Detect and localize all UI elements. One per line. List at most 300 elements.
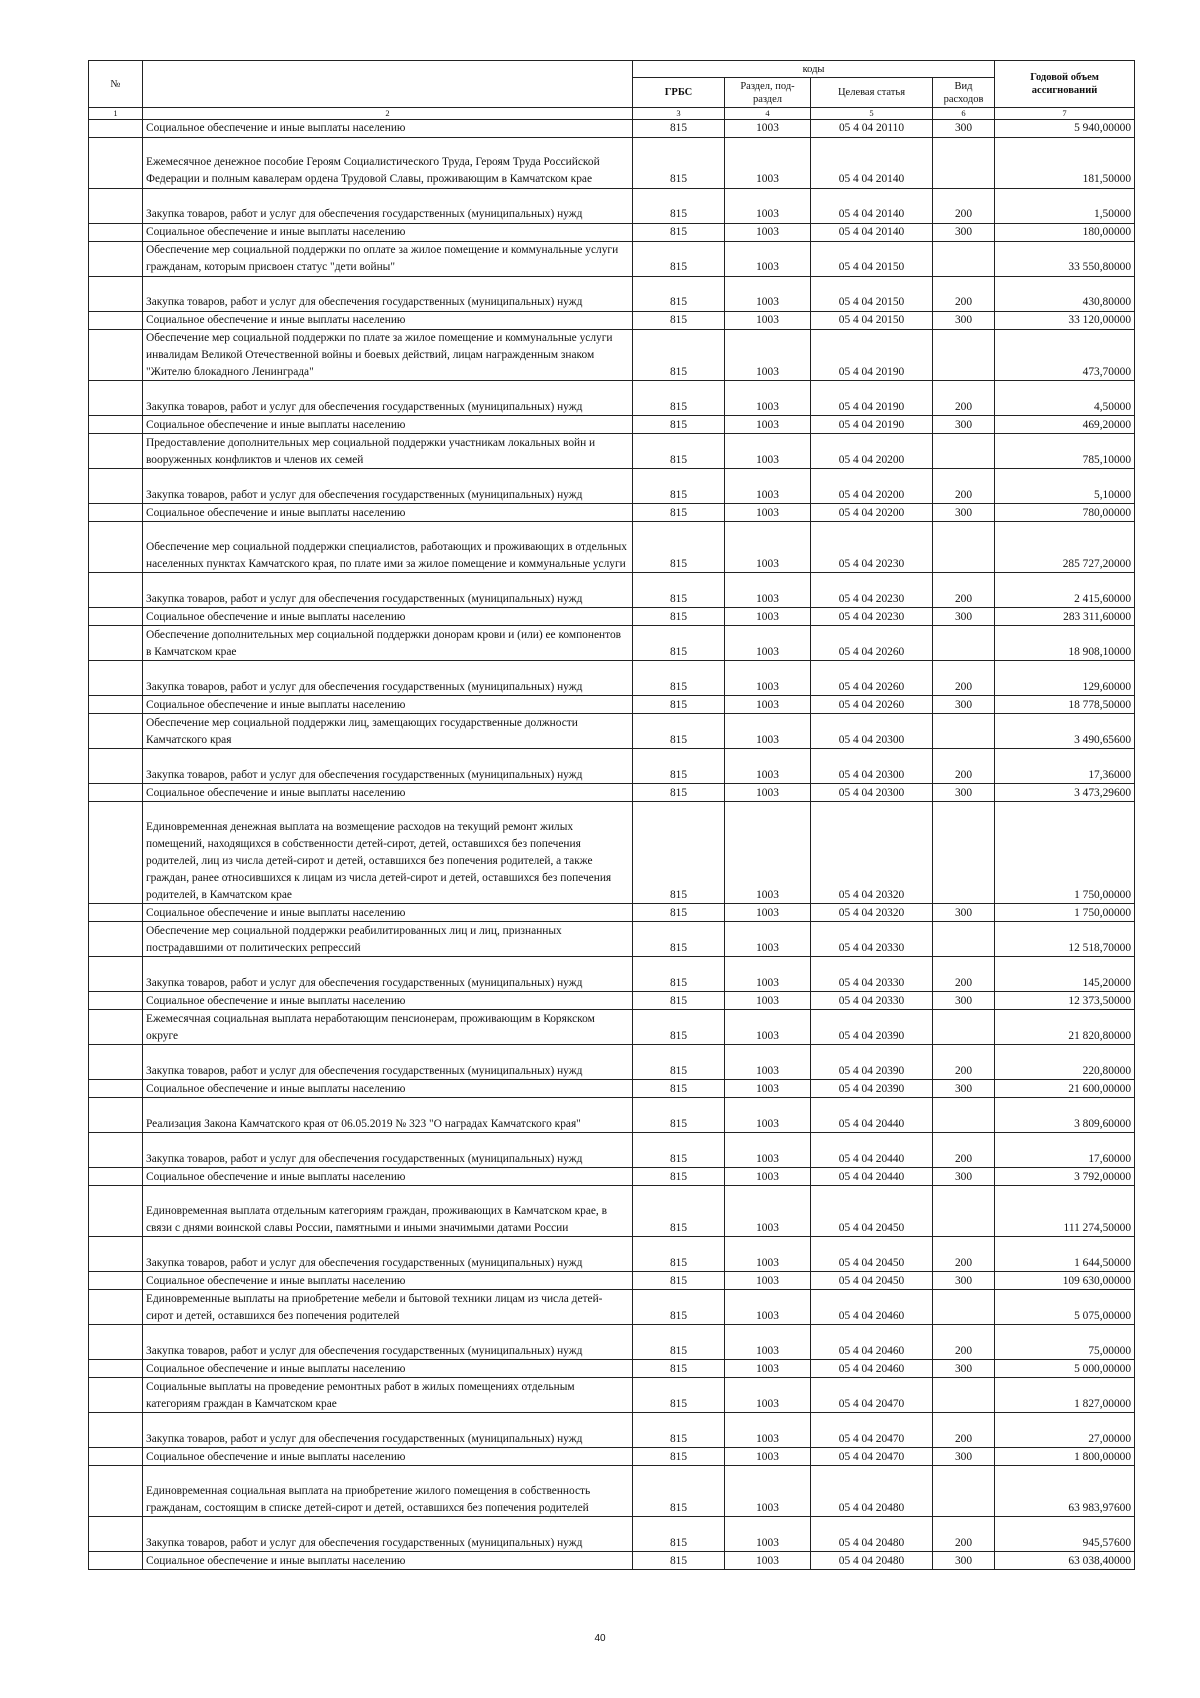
row-grbs-cell: 815 [633,1010,725,1045]
table-row [89,1448,1135,1466]
row-name-cell: Социальные выплаты на проведение ремонтных работ в жилых помещениях отдельным категориям граждан в Камчатском крае [143,1378,633,1413]
table-row [89,1272,1135,1290]
row-grbs-cell: 815 [633,522,725,573]
row-amount-cell: 17,36000 [995,749,1135,784]
row-grbs-cell: 815 [633,1378,725,1413]
row-name-cell: Обеспечение дополнительных мер социальной поддержки донорам крови и (или) ее компонентов в Камчатском крае [143,626,633,661]
row-amount-cell: 1 827,00000 [995,1378,1135,1413]
row-grbs-cell: 815 [633,120,725,138]
row-expense-type-cell [933,1098,995,1133]
row-section-cell: 1003 [725,1272,811,1290]
row-number-cell [89,416,143,434]
row-name-cell: Социальное обеспечение и иные выплаты населению [143,784,633,802]
row-expense-type-cell: 200 [933,1517,995,1552]
row-name-cell: Социальное обеспечение и иные выплаты населению [143,1552,633,1570]
header-section: Раздел, под-раздел [725,78,811,108]
row-grbs-cell: 815 [633,138,725,189]
row-amount-cell: 145,20000 [995,957,1135,992]
column-number: 4 [725,108,811,120]
row-section-cell: 1003 [725,1168,811,1186]
row-name-cell: Социальное обеспечение и иные выплаты населению [143,696,633,714]
row-section-cell: 1003 [725,1133,811,1168]
row-target-cell: 05 4 04 20440 [811,1168,933,1186]
row-section-cell: 1003 [725,1080,811,1098]
row-grbs-cell: 815 [633,416,725,434]
row-grbs-cell: 815 [633,242,725,277]
row-number-cell [89,1325,143,1360]
row-target-cell: 05 4 04 20460 [811,1290,933,1325]
header-name [143,61,633,108]
table-row [89,1133,1135,1168]
row-number-cell [89,1552,143,1570]
row-name-cell: Обеспечение мер социальной поддержки лиц, замещающих государственные должности Камчатского края [143,714,633,749]
header-codes: коды [633,61,995,78]
row-amount-cell: 18 778,50000 [995,696,1135,714]
row-target-cell: 05 4 04 20260 [811,626,933,661]
row-section-cell: 1003 [725,1448,811,1466]
row-target-cell: 05 4 04 20320 [811,904,933,922]
row-number-cell [89,1098,143,1133]
table-row [89,1186,1135,1237]
row-name-cell: Закупка товаров, работ и услуг для обеспечения государственных (муниципальных) нужд [143,1045,633,1080]
table-row [89,469,1135,504]
table-row [89,1290,1135,1325]
row-name-cell: Социальное обеспечение и иные выплаты населению [143,224,633,242]
table-row [89,696,1135,714]
row-amount-cell: 283 311,60000 [995,608,1135,626]
row-section-cell: 1003 [725,138,811,189]
row-number-cell [89,1133,143,1168]
row-section-cell: 1003 [725,504,811,522]
row-expense-type-cell: 300 [933,1080,995,1098]
row-name-cell: Единовременные выплаты на приобретение мебели и бытовой техники лицам из числа детей-сирот и детей, оставшихся без попечения родителей [143,1290,633,1325]
row-expense-type-cell: 200 [933,661,995,696]
row-number-cell [89,312,143,330]
row-number-cell [89,802,143,904]
row-expense-type-cell [933,626,995,661]
row-amount-cell: 4,50000 [995,381,1135,416]
row-number-cell [89,1010,143,1045]
row-expense-type-cell: 300 [933,1272,995,1290]
row-expense-type-cell [933,1466,995,1517]
row-amount-cell: 430,80000 [995,277,1135,312]
row-amount-cell: 1 800,00000 [995,1448,1135,1466]
row-number-cell [89,1360,143,1378]
row-grbs-cell: 815 [633,904,725,922]
table-row [89,1413,1135,1448]
row-number-cell [89,138,143,189]
row-number-cell [89,1237,143,1272]
row-grbs-cell: 815 [633,1098,725,1133]
row-name-cell: Закупка товаров, работ и услуг для обеспечения государственных (муниципальных) нужд [143,1133,633,1168]
column-number: 6 [933,108,995,120]
row-section-cell: 1003 [725,312,811,330]
row-expense-type-cell: 300 [933,416,995,434]
table-row [89,1552,1135,1570]
table-row [89,1010,1135,1045]
row-name-cell: Закупка товаров, работ и услуг для обеспечения государственных (муниципальных) нужд [143,469,633,504]
row-expense-type-cell: 300 [933,120,995,138]
row-amount-cell: 945,57600 [995,1517,1135,1552]
row-number-cell [89,277,143,312]
row-name-cell: Закупка товаров, работ и услуг для обеспечения государственных (муниципальных) нужд [143,277,633,312]
row-target-cell: 05 4 04 20300 [811,749,933,784]
row-name-cell: Закупка товаров, работ и услуг для обеспечения государственных (муниципальных) нужд [143,573,633,608]
row-section-cell: 1003 [725,224,811,242]
row-expense-type-cell [933,138,995,189]
row-target-cell: 05 4 04 20140 [811,138,933,189]
row-amount-cell: 469,20000 [995,416,1135,434]
row-target-cell: 05 4 04 20300 [811,784,933,802]
row-grbs-cell: 815 [633,1133,725,1168]
row-name-cell: Социальное обеспечение и иные выплаты населению [143,504,633,522]
row-target-cell: 05 4 04 20390 [811,1010,933,1045]
row-grbs-cell: 815 [633,696,725,714]
row-expense-type-cell [933,330,995,381]
row-section-cell: 1003 [725,381,811,416]
row-target-cell: 05 4 04 20200 [811,504,933,522]
row-target-cell: 05 4 04 20390 [811,1080,933,1098]
row-target-cell: 05 4 04 20260 [811,661,933,696]
row-name-cell: Закупка товаров, работ и услуг для обеспечения государственных (муниципальных) нужд [143,749,633,784]
row-section-cell: 1003 [725,1413,811,1448]
table-row [89,504,1135,522]
row-name-cell: Закупка товаров, работ и услуг для обеспечения государственных (муниципальных) нужд [143,1517,633,1552]
table-row [89,608,1135,626]
row-grbs-cell: 815 [633,224,725,242]
row-amount-cell: 27,00000 [995,1413,1135,1448]
row-number-cell [89,784,143,802]
row-number-cell [89,904,143,922]
row-section-cell: 1003 [725,522,811,573]
row-number-cell [89,330,143,381]
row-number-cell [89,504,143,522]
row-number-cell [89,242,143,277]
row-expense-type-cell: 200 [933,189,995,224]
row-amount-cell: 5 940,00000 [995,120,1135,138]
row-expense-type-cell [933,1290,995,1325]
row-section-cell: 1003 [725,434,811,469]
row-section-cell: 1003 [725,1098,811,1133]
row-section-cell: 1003 [725,696,811,714]
row-expense-type-cell: 300 [933,992,995,1010]
row-number-cell [89,381,143,416]
table-header [89,61,1135,120]
row-expense-type-cell: 200 [933,1045,995,1080]
row-section-cell: 1003 [725,1325,811,1360]
row-name-cell: Социальное обеспечение и иные выплаты населению [143,1080,633,1098]
row-expense-type-cell [933,922,995,957]
row-expense-type-cell: 300 [933,696,995,714]
row-target-cell: 05 4 04 20460 [811,1360,933,1378]
row-expense-type-cell: 200 [933,1413,995,1448]
row-number-cell [89,749,143,784]
row-amount-cell: 129,60000 [995,661,1135,696]
row-section-cell: 1003 [725,922,811,957]
table-row [89,1168,1135,1186]
table-row [89,922,1135,957]
row-target-cell: 05 4 04 20440 [811,1133,933,1168]
row-amount-cell: 5,10000 [995,469,1135,504]
row-section-cell: 1003 [725,957,811,992]
row-name-cell: Реализация Закона Камчатского края от 06.05.2019 № 323 "О наградах Камчатского края" [143,1098,633,1133]
row-expense-type-cell: 200 [933,381,995,416]
row-number-cell [89,189,143,224]
row-amount-cell: 1 644,50000 [995,1237,1135,1272]
row-expense-type-cell: 200 [933,957,995,992]
row-amount-cell: 285 727,20000 [995,522,1135,573]
row-grbs-cell: 815 [633,330,725,381]
row-target-cell: 05 4 04 20230 [811,573,933,608]
row-amount-cell: 3 473,29600 [995,784,1135,802]
row-number-cell [89,626,143,661]
table-row [89,957,1135,992]
row-grbs-cell: 815 [633,1186,725,1237]
row-number-cell [89,1290,143,1325]
row-section-cell: 1003 [725,1466,811,1517]
row-expense-type-cell: 200 [933,1237,995,1272]
column-number: 1 [89,108,143,120]
row-section-cell: 1003 [725,120,811,138]
row-section-cell: 1003 [725,277,811,312]
row-name-cell: Закупка товаров, работ и услуг для обеспечения государственных (муниципальных) нужд [143,1325,633,1360]
row-section-cell: 1003 [725,904,811,922]
row-grbs-cell: 815 [633,957,725,992]
budget-table [88,60,1135,1570]
row-expense-type-cell: 200 [933,1325,995,1360]
table-row [89,1080,1135,1098]
row-section-cell: 1003 [725,1045,811,1080]
row-target-cell: 05 4 04 20320 [811,802,933,904]
table-row [89,802,1135,904]
row-number-cell [89,714,143,749]
row-number-cell [89,1045,143,1080]
table-row [89,120,1135,138]
row-amount-cell: 1 750,00000 [995,802,1135,904]
row-target-cell: 05 4 04 20190 [811,330,933,381]
row-expense-type-cell: 300 [933,504,995,522]
row-name-cell: Ежемесячная социальная выплата неработающим пенсионерам, проживающим в Корякском округе [143,1010,633,1045]
table-row [89,434,1135,469]
row-expense-type-cell: 200 [933,1133,995,1168]
row-amount-cell: 33 550,80000 [995,242,1135,277]
row-amount-cell: 181,50000 [995,138,1135,189]
row-name-cell: Обеспечение мер социальной поддержки по плате за жилое помещение и коммунальные услуги инвалидам Великой Отечественной войны и боевых действий, лицам награжденным знаком "Жителю блокадного Ленинграда" [143,330,633,381]
row-target-cell: 05 4 04 20460 [811,1325,933,1360]
row-amount-cell: 12 518,70000 [995,922,1135,957]
row-amount-cell: 111 274,50000 [995,1186,1135,1237]
row-amount-cell: 3 490,65600 [995,714,1135,749]
row-grbs-cell: 815 [633,1290,725,1325]
table-row [89,1237,1135,1272]
row-amount-cell: 785,10000 [995,434,1135,469]
row-amount-cell: 3 809,60000 [995,1098,1135,1133]
row-grbs-cell: 815 [633,381,725,416]
row-expense-type-cell [933,1378,995,1413]
row-expense-type-cell [933,434,995,469]
row-expense-type-cell: 300 [933,784,995,802]
row-number-cell [89,608,143,626]
row-expense-type-cell: 300 [933,904,995,922]
row-name-cell: Обеспечение мер социальной поддержки специалистов, работающих и проживающих в отдельных населенных пунктах Камчатского края, по плате ими за жилое помещение и коммунальные услуги [143,522,633,573]
row-number-cell [89,957,143,992]
row-amount-cell: 17,60000 [995,1133,1135,1168]
row-number-cell [89,469,143,504]
row-number-cell [89,573,143,608]
row-section-cell: 1003 [725,1237,811,1272]
row-name-cell: Закупка товаров, работ и услуг для обеспечения государственных (муниципальных) нужд [143,189,633,224]
table-row [89,416,1135,434]
row-expense-type-cell: 300 [933,224,995,242]
header-expense-type: Вид расходов [933,78,995,108]
column-number: 7 [995,108,1135,120]
row-section-cell: 1003 [725,661,811,696]
row-amount-cell: 33 120,00000 [995,312,1135,330]
row-name-cell: Закупка товаров, работ и услуг для обеспечения государственных (муниципальных) нужд [143,957,633,992]
row-target-cell: 05 4 04 20440 [811,1098,933,1133]
row-target-cell: 05 4 04 20260 [811,696,933,714]
header-annual-volume: Годовой объем ассигнований [995,61,1135,108]
row-section-cell: 1003 [725,749,811,784]
table-row [89,522,1135,573]
table-row [89,904,1135,922]
row-amount-cell: 109 630,00000 [995,1272,1135,1290]
row-section-cell: 1003 [725,714,811,749]
row-number-cell [89,1080,143,1098]
row-section-cell: 1003 [725,1290,811,1325]
row-number-cell [89,1272,143,1290]
table-row [89,784,1135,802]
row-target-cell: 05 4 04 20190 [811,381,933,416]
row-amount-cell: 21 600,00000 [995,1080,1135,1098]
row-expense-type-cell [933,1186,995,1237]
row-name-cell: Социальное обеспечение и иные выплаты населению [143,416,633,434]
table-row [89,189,1135,224]
row-number-cell [89,1413,143,1448]
row-section-cell: 1003 [725,416,811,434]
row-amount-cell: 180,00000 [995,224,1135,242]
row-target-cell: 05 4 04 20390 [811,1045,933,1080]
row-section-cell: 1003 [725,1552,811,1570]
row-expense-type-cell: 200 [933,573,995,608]
row-amount-cell: 780,00000 [995,504,1135,522]
table-row [89,1360,1135,1378]
row-grbs-cell: 815 [633,992,725,1010]
row-amount-cell: 63 983,97600 [995,1466,1135,1517]
row-expense-type-cell: 300 [933,1448,995,1466]
row-section-cell: 1003 [725,784,811,802]
row-name-cell: Социальное обеспечение и иные выплаты населению [143,1360,633,1378]
row-section-cell: 1003 [725,992,811,1010]
row-target-cell: 05 4 04 20150 [811,312,933,330]
row-name-cell: Закупка товаров, работ и услуг для обеспечения государственных (муниципальных) нужд [143,1413,633,1448]
row-name-cell: Социальное обеспечение и иные выплаты населению [143,1168,633,1186]
column-number: 2 [143,108,633,120]
row-expense-type-cell: 300 [933,1360,995,1378]
row-name-cell: Социальное обеспечение и иные выплаты населению [143,992,633,1010]
row-target-cell: 05 4 04 20470 [811,1448,933,1466]
row-section-cell: 1003 [725,189,811,224]
row-number-cell [89,434,143,469]
row-amount-cell: 63 038,40000 [995,1552,1135,1570]
row-name-cell: Социальное обеспечение и иные выплаты населению [143,1448,633,1466]
row-target-cell: 05 4 04 20300 [811,714,933,749]
column-number: 3 [633,108,725,120]
row-number-cell [89,1466,143,1517]
table-row [89,661,1135,696]
row-grbs-cell: 815 [633,277,725,312]
row-number-cell [89,1517,143,1552]
row-number-cell [89,1448,143,1466]
row-grbs-cell: 815 [633,749,725,784]
column-number-row [89,108,1135,120]
table-row [89,1466,1135,1517]
row-name-cell: Социальное обеспечение и иные выплаты населению [143,120,633,138]
row-number-cell [89,224,143,242]
row-grbs-cell: 815 [633,469,725,504]
row-section-cell: 1003 [725,469,811,504]
row-target-cell: 05 4 04 20450 [811,1186,933,1237]
row-expense-type-cell: 200 [933,469,995,504]
row-amount-cell: 2 415,60000 [995,573,1135,608]
row-name-cell: Предоставление дополнительных мер социальной поддержки участникам локальных войн и вооруженных конфликтов и членов их семей [143,434,633,469]
row-section-cell: 1003 [725,573,811,608]
row-target-cell: 05 4 04 20330 [811,922,933,957]
row-target-cell: 05 4 04 20140 [811,224,933,242]
row-amount-cell: 75,00000 [995,1325,1135,1360]
row-name-cell: Социальное обеспечение и иные выплаты населению [143,312,633,330]
row-grbs-cell: 815 [633,1080,725,1098]
row-amount-cell: 1 750,00000 [995,904,1135,922]
row-amount-cell: 12 373,50000 [995,992,1135,1010]
row-grbs-cell: 815 [633,312,725,330]
row-grbs-cell: 815 [633,1413,725,1448]
row-grbs-cell: 815 [633,784,725,802]
row-name-cell: Единовременная социальная выплата на приобретение жилого помещения в собственность гражданам, состоящим в списке детей-сирот и детей, оставшихся без попечения родителей [143,1466,633,1517]
row-grbs-cell: 815 [633,1448,725,1466]
row-target-cell: 05 4 04 20200 [811,434,933,469]
header-grbs: ГРБС [633,78,725,108]
row-grbs-cell: 815 [633,714,725,749]
row-section-cell: 1003 [725,608,811,626]
row-target-cell: 05 4 04 20480 [811,1466,933,1517]
row-expense-type-cell: 300 [933,1552,995,1570]
row-amount-cell: 21 820,80000 [995,1010,1135,1045]
row-target-cell: 05 4 04 20200 [811,469,933,504]
row-name-cell: Социальное обеспечение и иные выплаты населению [143,904,633,922]
table-row [89,277,1135,312]
table-row [89,1045,1135,1080]
row-target-cell: 05 4 04 20480 [811,1517,933,1552]
row-grbs-cell: 815 [633,434,725,469]
row-target-cell: 05 4 04 20230 [811,522,933,573]
row-target-cell: 05 4 04 20330 [811,992,933,1010]
row-section-cell: 1003 [725,330,811,381]
header-number: № [89,61,143,108]
row-number-cell [89,661,143,696]
row-name-cell: Социальное обеспечение и иные выплаты населению [143,1272,633,1290]
row-section-cell: 1003 [725,1517,811,1552]
row-amount-cell: 5 000,00000 [995,1360,1135,1378]
row-amount-cell: 1,50000 [995,189,1135,224]
row-target-cell: 05 4 04 20470 [811,1413,933,1448]
table-row [89,714,1135,749]
row-target-cell: 05 4 04 20230 [811,608,933,626]
table-row [89,224,1135,242]
row-name-cell: Закупка товаров, работ и услуг для обеспечения государственных (муниципальных) нужд [143,661,633,696]
row-grbs-cell: 815 [633,1045,725,1080]
row-amount-cell: 18 908,10000 [995,626,1135,661]
